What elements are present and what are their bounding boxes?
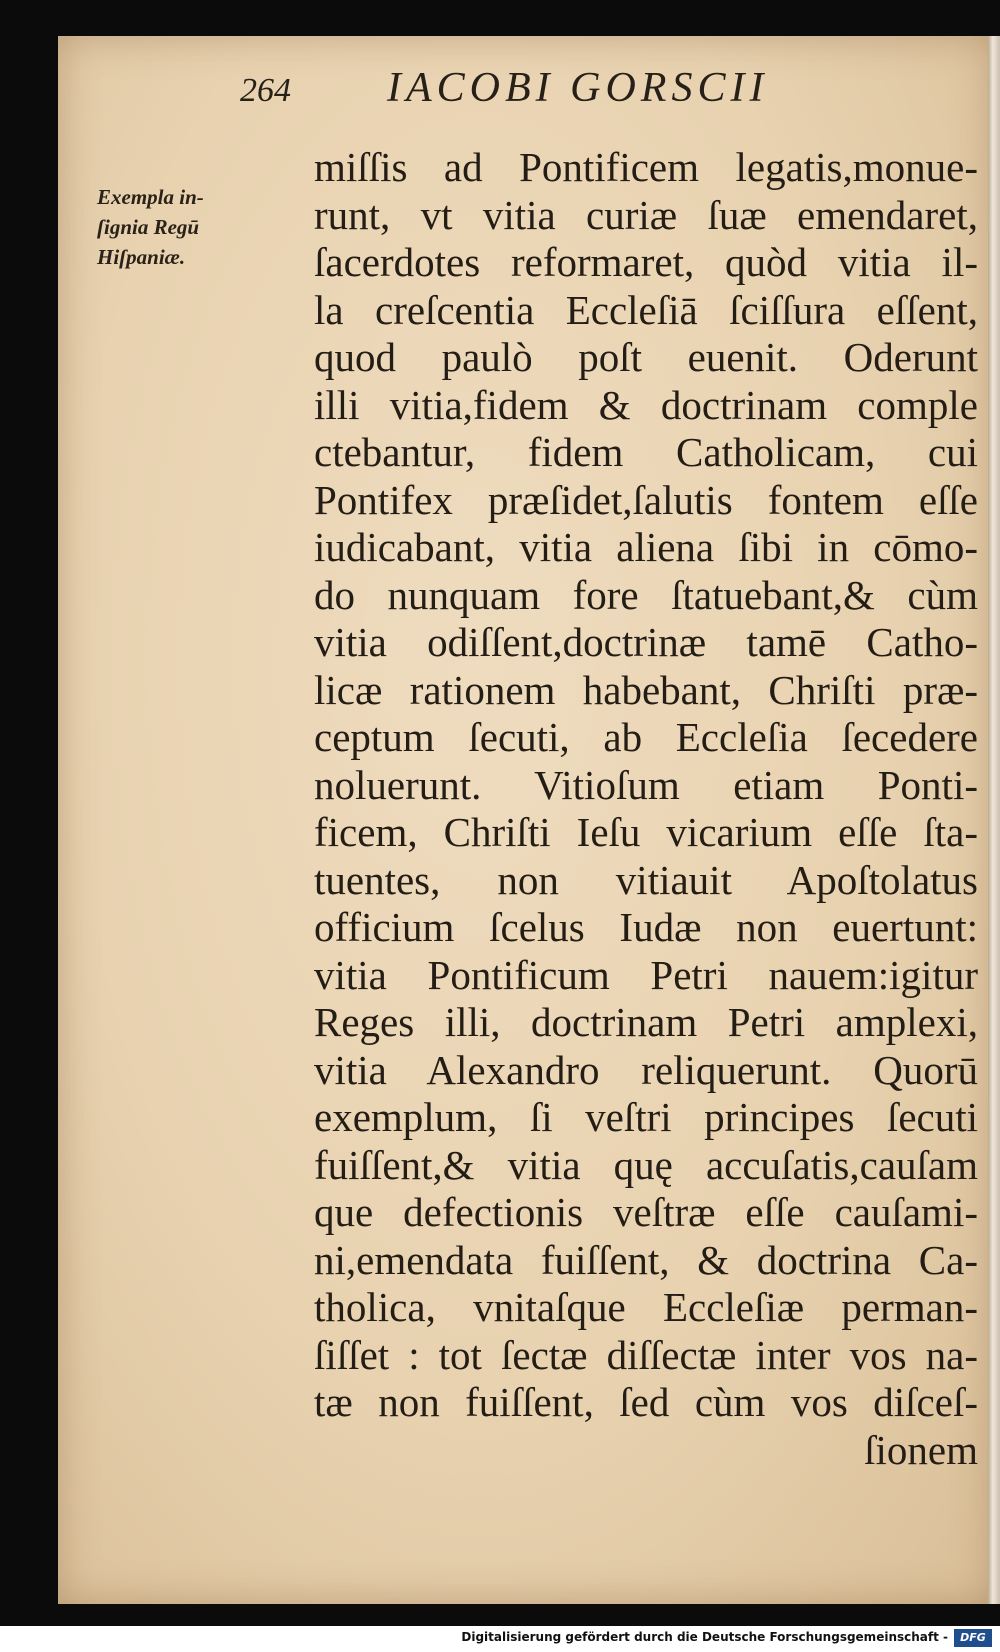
running-head: IACOBI GORSCII xyxy=(387,65,769,111)
marginal-note-line: Hiſpaniæ. xyxy=(97,245,186,269)
text-line: ctebantur, fidem Catholicam, cui xyxy=(314,429,978,475)
dfg-logo: DFG xyxy=(954,1629,992,1647)
body-text xyxy=(314,144,978,1474)
text-line: vitia Pontificum Petri nauem:igitur xyxy=(314,951,978,998)
text-line: ſiſſet : tot ſectæ diſſectæ inter vos na- xyxy=(314,1331,978,1378)
text-line: miſſis ad Pontificem legatis,monue- xyxy=(314,144,978,190)
text-line: iudicabant, vitia aliena ſibi in cōmo- xyxy=(314,524,978,570)
text-line: Pontifex præſidet,ſalutis fontem eſſe xyxy=(314,476,978,523)
marginal-note-line: ſignia Regū xyxy=(97,215,200,239)
text-line: quod paulò poſt euenit. Oderunt xyxy=(314,334,978,380)
marginal-note xyxy=(97,182,287,272)
text-line: la creſcentia Eccleſiā ſciſſura eſſent, xyxy=(314,286,978,333)
funding-credit: Digitalisierung gefördert durch die Deutsche Forschungsgemeinschaft - xyxy=(461,1630,948,1644)
text-line: ceptum ſecuti, ab Eccleſia ſecedere xyxy=(314,714,978,760)
catchword: ſionem xyxy=(864,1426,978,1473)
text-line: illi vitia,fidem & doctrinam comple xyxy=(314,381,978,428)
text-line: ni,emendata fuiſſent, & doctrina Ca- xyxy=(314,1236,978,1283)
text-line: que defectionis veſtræ eſſe cauſami- xyxy=(314,1189,978,1235)
page-edge xyxy=(988,36,1000,1604)
text-line: exemplum, ſi veſtri principes ſecuti xyxy=(314,1094,978,1140)
text-line: do nunquam fore ſtatuebant,& cùm xyxy=(314,571,978,618)
text-line: noluerunt. Vitioſum etiam Ponti- xyxy=(314,761,978,808)
text-line: vitia Alexandro reliquerunt. Quorū xyxy=(314,1046,978,1093)
text-line: licæ rationem habebant, Chriſti præ- xyxy=(314,666,978,713)
marginal-note-line: Exempla in- xyxy=(97,185,204,209)
text-line: vitia odiſſent,doctrinæ tamē Catho- xyxy=(314,619,978,665)
text-line: tholica, vnitaſque Eccleſiæ perman- xyxy=(314,1284,978,1330)
text-line: ficem, Chriſti Ieſu vicarium eſſe ſta- xyxy=(314,809,978,855)
text-line: tæ non fuiſſent, ſed cùm vos diſceſ- xyxy=(314,1379,978,1425)
text-line: officium ſcelus Iudæ non euertunt: xyxy=(314,904,978,950)
footer-bar xyxy=(0,1626,1000,1652)
page-number: 264 xyxy=(240,72,291,109)
text-line: tuentes, non vitiauit Apoſtolatus xyxy=(314,856,978,903)
text-line: ſacerdotes reformaret, quòd vitia il- xyxy=(314,239,978,285)
text-line: Reges illi, doctrinam Petri amplexi, xyxy=(314,999,978,1045)
text-line: fuiſſent,& vitia quę accuſatis,cauſam xyxy=(314,1141,978,1188)
text-line: runt, vt vitia curiæ ſuæ emendaret, xyxy=(314,191,978,238)
page-header xyxy=(240,64,920,122)
